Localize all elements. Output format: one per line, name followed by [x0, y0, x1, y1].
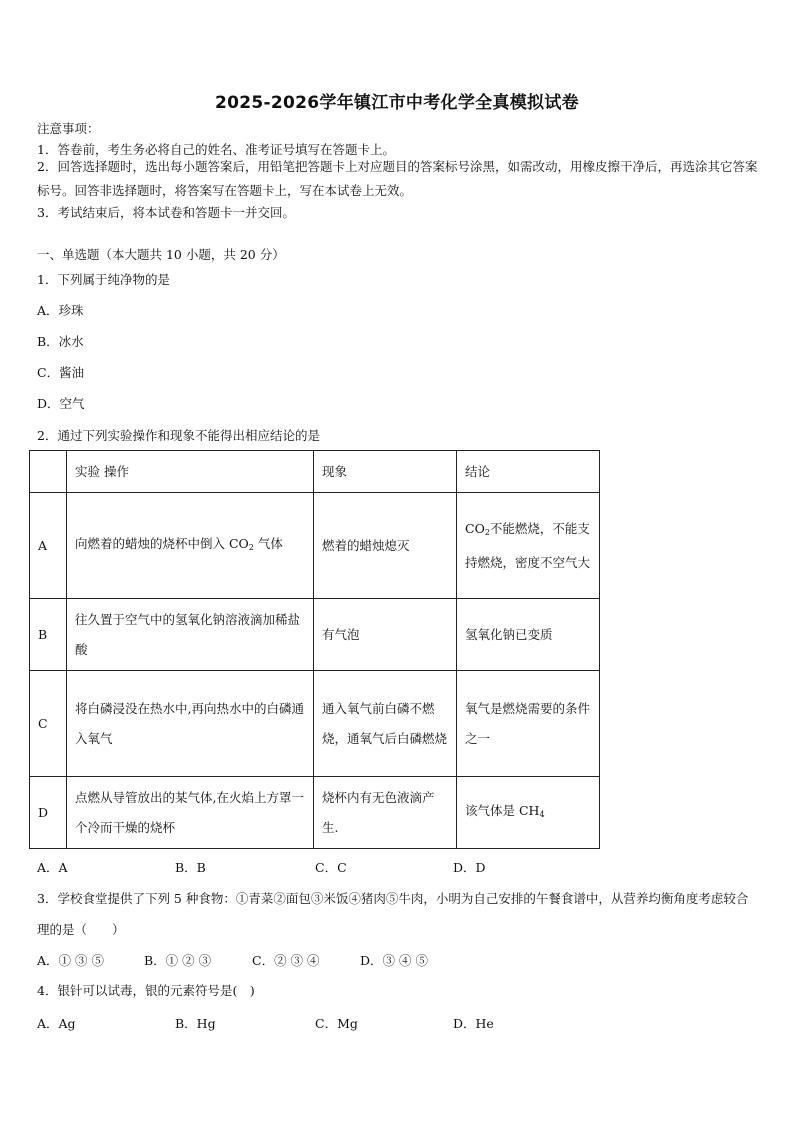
q3-option-b: B．① ② ③: [144, 953, 212, 968]
row-conclusion: $CO_2$不能燃烧，不能支持燃烧，密度不空气大: [457, 493, 600, 599]
q4-stem: 4．银针可以试毒，银的元素符号是( ): [37, 983, 255, 998]
q1-option-c: C．酱油: [37, 365, 85, 380]
q2-option-a: A．A: [37, 860, 68, 875]
q4-options: [37, 1014, 494, 1032]
q2-option-b: B．B: [175, 860, 206, 875]
row-phenomenon: 通入氧气前白磷不燃烧，通氧气后白磷燃烧: [314, 671, 457, 777]
notice-item-2: 2．回答选择题时，选出每小题答案后，用铅笔把答题卡上对应题目的答案标号涂黑，如需改动，用橡皮擦干净后，再选涂其它答案标号。回答非选择题时，将答案写在答题卡上，写在本试卷上无效。: [37, 159, 758, 198]
header-cell-label: [30, 451, 67, 493]
q1-option-a: A．珍珠: [37, 303, 84, 318]
table-row: [30, 599, 600, 671]
q1-option-b: B．冰水: [37, 334, 84, 349]
row-conclusion: 该气体是 $CH_4$: [457, 777, 600, 849]
q2-option-d: D．D: [453, 860, 486, 875]
row-label: C: [30, 671, 67, 777]
table-row: [30, 671, 600, 777]
row-label: A: [30, 493, 67, 599]
q4-option-a: A．Ag: [37, 1016, 76, 1031]
table-header-row: [30, 451, 600, 493]
header-cell-phenomenon: 现象: [314, 451, 457, 493]
q4-option-d: D．He: [453, 1016, 494, 1031]
row-phenomenon: 燃着的蜡烛熄灭: [314, 493, 457, 599]
q2-option-c: C．C: [315, 860, 347, 875]
exam-title: 2025-2026学年镇江市中考化学全真模拟试卷: [215, 93, 579, 113]
q2-table: [29, 450, 600, 849]
row-phenomenon: 烧杯内有无色液滴产生.: [314, 777, 457, 849]
notice-item-1: 1．答卷前，考生务必将自己的姓名、准考证号填写在答题卡上。: [37, 142, 395, 157]
q2-options: [37, 858, 486, 876]
q3-option-a: A．① ③ ⑤: [37, 953, 104, 968]
row-phenomenon: 有气泡: [314, 599, 457, 671]
q1-option-d: D．空气: [37, 396, 85, 411]
section-heading: 一、单选题（本大题共 10 小题，共 20 分）: [37, 247, 285, 262]
header-cell-conclusion: 结论: [457, 451, 600, 493]
q3-options: [37, 951, 428, 969]
notice-item-3: 3．考试结束后，将本试卷和答题卡一并交回。: [37, 205, 295, 220]
row-label: B: [30, 599, 67, 671]
row-operation: 往久置于空气中的氢氧化钠溶液滴加稀盐酸: [67, 599, 314, 671]
q1-stem: 1．下列属于纯净物的是: [37, 272, 170, 287]
q3-stem: 3．学校食堂提供了下列 5 种食物：①青菜②面包③米饭④猪肉⑤牛肉，小明为自己安排的午餐食谱中，从营养均衡角度考虑较合理的是（ ）: [37, 891, 749, 937]
row-operation: 向燃着的蜡烛的烧杯中倒入 $CO_2$ 气体: [67, 493, 314, 599]
row-operation: 点燃从导管放出的某气体,在火焰上方罩一个冷而干燥的烧杯: [67, 777, 314, 849]
q3-option-d: D．③ ④ ⑤: [360, 953, 428, 968]
header-cell-operation: 实验 操作: [67, 451, 314, 493]
notice-heading: 注意事项：: [37, 121, 100, 136]
q4-option-b: B．Hg: [175, 1016, 216, 1031]
table-row: [30, 777, 600, 849]
row-conclusion: 氧气是燃烧需要的条件之一: [457, 671, 600, 777]
q4-option-c: C．Mg: [315, 1016, 358, 1031]
table-row: [30, 493, 600, 599]
q3-option-c: C．② ③ ④: [252, 953, 320, 968]
row-operation: 将白磷浸没在热水中,再向热水中的白磷通入氧气: [67, 671, 314, 777]
row-label: D: [30, 777, 67, 849]
row-conclusion: 氢氧化钠已变质: [457, 599, 600, 671]
q2-stem: 2．通过下列实验操作和现象不能得出相应结论的是: [37, 428, 320, 443]
